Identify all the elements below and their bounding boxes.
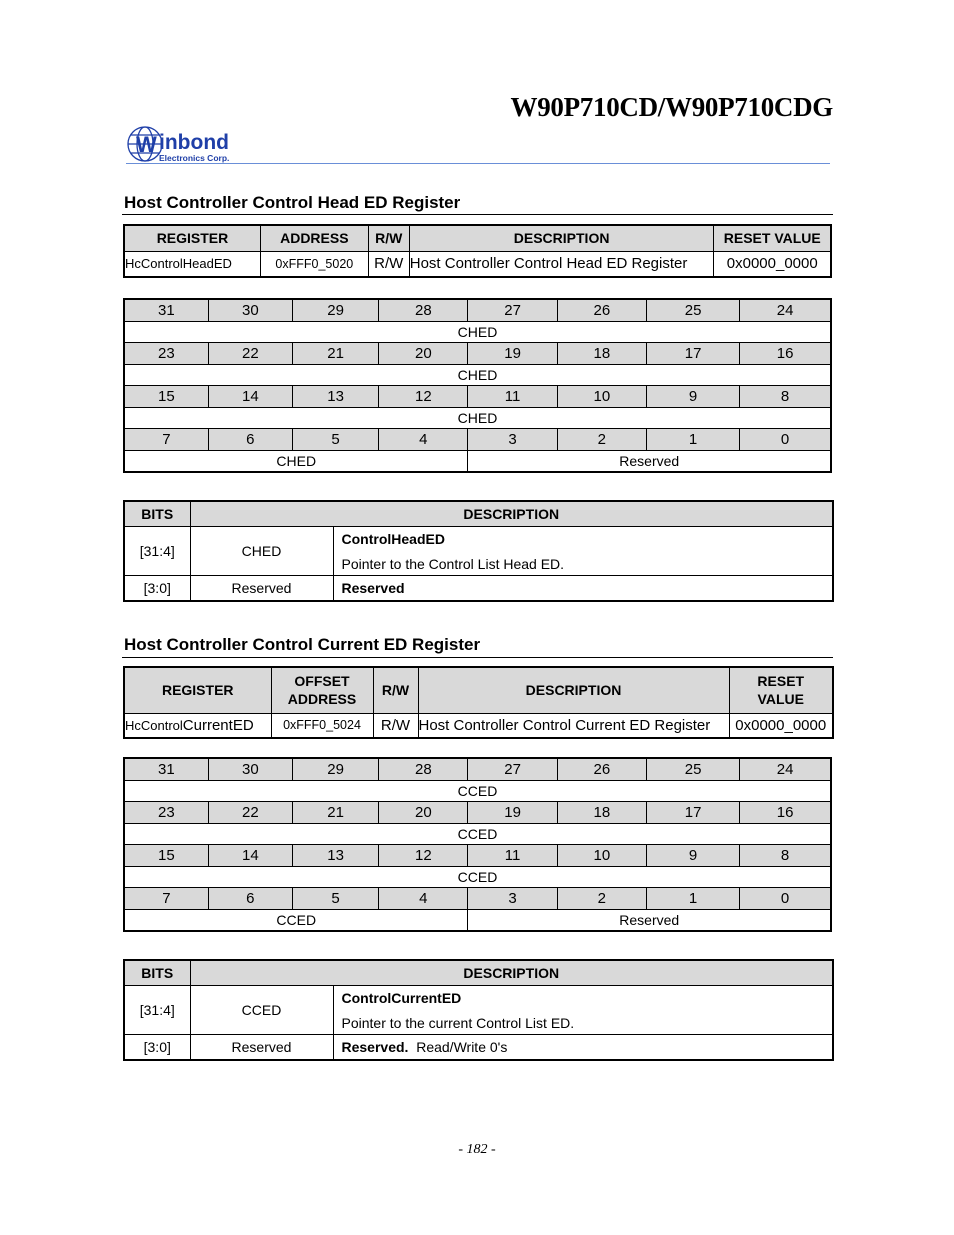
header-offset-address: OFFSET ADDRESS <box>271 667 373 713</box>
field-description <box>333 1035 833 1060</box>
header-description: DESCRIPTION <box>190 501 833 527</box>
field-description-title: Reserved. <box>341 1038 409 1055</box>
register-name-prefix: HcControlHeadED <box>125 256 232 272</box>
bit-number: 10 <box>557 845 646 867</box>
bit-number: 31 <box>124 758 208 781</box>
header-bits: BITS <box>124 501 190 527</box>
register-address: 0xFFF0_5024 <box>271 713 373 738</box>
bits-range: [3:0] <box>124 1035 190 1060</box>
field-description-title: Reserved <box>341 579 405 596</box>
bit-number: 6 <box>208 888 292 910</box>
bit-number: 28 <box>379 299 468 322</box>
register-name-suffix: CurrentED <box>182 716 254 734</box>
svg-text:W: W <box>136 132 157 157</box>
bit-field: CHED <box>124 451 468 473</box>
register-reset-value: 0x0000_0000 <box>714 251 831 277</box>
bit-number: 6 <box>208 429 292 451</box>
bits-description-table-head-ed <box>123 500 834 602</box>
header-register: REGISTER <box>124 667 271 713</box>
bit-number: 29 <box>292 758 378 781</box>
bit-layout-table-head-ed <box>123 298 832 473</box>
bit-number: 24 <box>740 758 831 781</box>
bit-number: 19 <box>468 343 557 365</box>
bit-field-reserved: Reserved <box>468 451 831 473</box>
logo-subtext: Electronics Corp. <box>159 153 230 163</box>
register-description: Host Controller Control Current ED Register <box>418 713 729 738</box>
bit-number: 20 <box>379 343 468 365</box>
register-reset-value: 0x0000_0000 <box>729 713 833 738</box>
register-name-prefix: HcControl <box>125 717 183 733</box>
header-rw: R/W <box>373 667 418 713</box>
bit-number: 0 <box>740 429 831 451</box>
page-number: - 182 - <box>458 1142 496 1157</box>
field-name: CCED <box>190 986 333 1035</box>
bit-number: 31 <box>124 299 208 322</box>
bit-number: 7 <box>124 429 208 451</box>
bit-field-reserved: Reserved <box>468 910 831 932</box>
bits-range: [31:4] <box>124 986 190 1035</box>
header-reset-value: RESET VALUE <box>714 225 831 251</box>
field-description <box>333 986 833 1035</box>
bit-number: 11 <box>468 845 557 867</box>
bit-number: 14 <box>208 386 292 408</box>
header-description: DESCRIPTION <box>418 667 729 713</box>
bit-number: 20 <box>379 802 468 824</box>
bit-layout-table-current-ed <box>123 757 832 932</box>
bit-number: 3 <box>468 429 557 451</box>
bit-number: 25 <box>646 299 739 322</box>
bit-number: 5 <box>292 429 378 451</box>
bit-number: 4 <box>379 888 468 910</box>
header-reset-value: RESET VALUE <box>729 667 833 713</box>
bit-number: 25 <box>646 758 739 781</box>
bit-number: 18 <box>557 802 646 824</box>
bit-number: 27 <box>468 758 557 781</box>
header-description: DESCRIPTION <box>409 225 714 251</box>
bit-number: 12 <box>379 386 468 408</box>
bit-number: 8 <box>740 386 831 408</box>
register-table-current-ed <box>123 666 834 739</box>
header-description: DESCRIPTION <box>190 960 833 986</box>
bit-number: 2 <box>557 888 646 910</box>
bit-number: 13 <box>292 845 378 867</box>
bit-number: 29 <box>292 299 378 322</box>
bit-number: 10 <box>557 386 646 408</box>
field-description-text: Pointer to the current Control List ED. <box>341 1014 575 1031</box>
bit-number: 0 <box>740 888 831 910</box>
bit-number: 1 <box>646 429 739 451</box>
bit-field: CCED <box>124 867 831 888</box>
bit-number: 9 <box>646 845 739 867</box>
bit-number: 27 <box>468 299 557 322</box>
bit-number: 15 <box>124 845 208 867</box>
header-address: ADDRESS <box>260 225 368 251</box>
bit-number: 19 <box>468 802 557 824</box>
field-name: CHED <box>190 527 333 576</box>
bits-range: [31:4] <box>124 527 190 576</box>
bit-number: 22 <box>208 802 292 824</box>
bit-number: 9 <box>646 386 739 408</box>
field-name: Reserved <box>190 576 333 601</box>
winbond-logo <box>126 124 256 164</box>
field-description-title: ControlCurrentED <box>341 989 462 1006</box>
bit-number: 16 <box>740 343 831 365</box>
bits-range: [3:0] <box>124 576 190 601</box>
bit-number: 24 <box>740 299 831 322</box>
bit-number: 17 <box>646 343 739 365</box>
bit-number: 2 <box>557 429 646 451</box>
bit-number: 28 <box>379 758 468 781</box>
bit-number: 5 <box>292 888 378 910</box>
field-description-text: Read/Write 0's <box>408 1038 508 1055</box>
bit-number: 18 <box>557 343 646 365</box>
section-title-head-ed: Host Controller Control Head ED Register <box>124 193 461 212</box>
bit-number: 13 <box>292 386 378 408</box>
bit-number: 12 <box>379 845 468 867</box>
bit-number: 21 <box>292 802 378 824</box>
field-description-text: Pointer to the Control List Head ED. <box>341 555 565 572</box>
bit-number: 23 <box>124 802 208 824</box>
bit-number: 17 <box>646 802 739 824</box>
bit-field: CCED <box>124 910 468 932</box>
header-bits: BITS <box>124 960 190 986</box>
bit-number: 7 <box>124 888 208 910</box>
bit-number: 15 <box>124 386 208 408</box>
bit-field: CHED <box>124 408 831 429</box>
bit-number: 22 <box>208 343 292 365</box>
section-rule <box>122 657 833 658</box>
bit-number: 3 <box>468 888 557 910</box>
field-description <box>333 527 833 576</box>
bit-field: CCED <box>124 824 831 845</box>
bit-number: 16 <box>740 802 831 824</box>
document-title: W90P710CD/W90P710CDG <box>510 92 833 122</box>
register-table-head-ed <box>123 224 832 278</box>
bit-number: 11 <box>468 386 557 408</box>
bit-field: CHED <box>124 322 831 343</box>
bit-number: 1 <box>646 888 739 910</box>
bit-number: 30 <box>208 299 292 322</box>
register-address: 0xFFF0_5020 <box>260 251 368 277</box>
logo-text: inbond <box>159 131 229 154</box>
register-rw: R/W <box>368 251 409 277</box>
field-name: Reserved <box>190 1035 333 1060</box>
bit-number: 23 <box>124 343 208 365</box>
register-name <box>124 251 260 277</box>
field-description <box>333 576 833 601</box>
section-title-current-ed: Host Controller Control Current ED Register <box>124 635 481 654</box>
register-rw: R/W <box>373 713 418 738</box>
bits-description-table-current-ed <box>123 959 834 1061</box>
field-description-title: ControlHeadED <box>341 530 445 547</box>
header-register: REGISTER <box>124 225 260 251</box>
bit-field: CCED <box>124 781 831 802</box>
bit-number: 8 <box>740 845 831 867</box>
section-rule <box>122 214 833 215</box>
bit-number: 4 <box>379 429 468 451</box>
bit-number: 26 <box>557 299 646 322</box>
header-rule <box>126 163 830 164</box>
bit-number: 26 <box>557 758 646 781</box>
register-description: Host Controller Control Head ED Register <box>409 251 714 277</box>
bit-number: 14 <box>208 845 292 867</box>
bit-number: 30 <box>208 758 292 781</box>
bit-number: 21 <box>292 343 378 365</box>
bit-field: CHED <box>124 365 831 386</box>
register-name <box>124 713 271 738</box>
header-rw: R/W <box>368 225 409 251</box>
